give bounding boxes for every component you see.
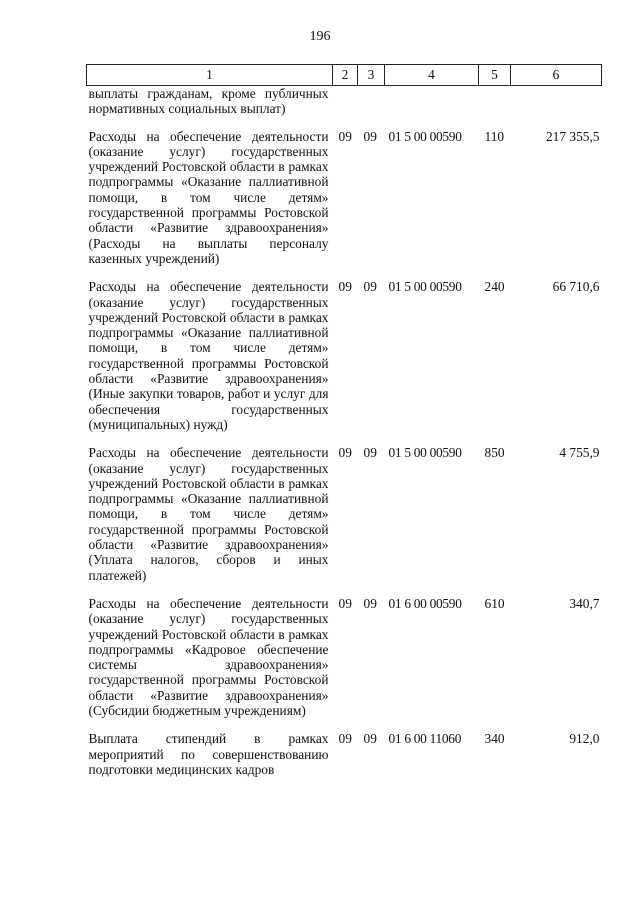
row-target-article-code: 01 5 00 00590 <box>388 128 462 144</box>
page-number: 196 <box>309 29 331 44</box>
row-subsection-code: 09 <box>363 128 377 144</box>
row-amount: 66 710,6 <box>552 279 600 295</box>
row-description: Расходы на обеспечение деятельности (оказание услуг) государственных учреждений Ростовской области в рамках подпрограммы «Оказание паллиативной помощи, в том числе детям» государственной программы Ростовской области «Развитие здравоохранения» (Иные закупки товаров, работ и услуг для обеспечения государственных (муниципальных) нужд) <box>88 279 329 432</box>
row-section-code: 09 <box>338 445 352 461</box>
table-row <box>87 731 602 790</box>
row-subsection-code: 09 <box>363 445 377 461</box>
row-description: Расходы на обеспечение деятельности (оказание услуг) государственных учреждений Ростовской области в рамках подпрограммы «Оказание паллиативной помощи, в том числе детям» государственной программы Ростовской области «Развитие здравоохранения» (Расходы на выплаты персоналу казенных учреждений) <box>88 128 329 266</box>
column-number-header-row <box>87 65 602 86</box>
row-description: Расходы на обеспечение деятельности (оказание услуг) государственных учреждений Ростовской области в рамках подпрограммы «Оказание паллиативной помощи, в том числе детям» государственной программы Ростовской области «Развитие здравоохранения» (Уплата налогов, сборов и иных платежей) <box>88 445 329 583</box>
row-target-article-code: 01 6 00 00590 <box>388 595 462 611</box>
row-target-article-code: 01 5 00 00590 <box>388 279 462 295</box>
row-description: Выплата стипендий в рамках мероприятий по совершенствованию подготовки медицинских кадров <box>88 731 329 777</box>
column-header-3: 3 <box>358 65 385 86</box>
row-expense-type-code: 110 <box>484 128 505 144</box>
row-section-code: 09 <box>338 731 352 747</box>
continuation-description: выплаты гражданам, кроме публичных нормативных социальных выплат) <box>88 86 329 117</box>
row-description: Расходы на обеспечение деятельности (оказание услуг) государственных учреждений Ростовской области в рамках подпрограммы «Кадровое обеспечение системы здравоохранения» государственной программы Ростовской области «Развитие здравоохранения» (Субсидии бюджетным учреждениям) <box>88 595 329 718</box>
row-subsection-code: 09 <box>363 279 377 295</box>
row-section-code: 09 <box>338 595 352 611</box>
row-amount: 912,0 <box>569 731 600 747</box>
row-section-code: 09 <box>338 128 352 144</box>
table-row <box>87 129 602 280</box>
row-amount: 217 355,5 <box>545 128 600 144</box>
table-row <box>87 279 602 445</box>
column-header-5: 5 <box>479 65 511 86</box>
budget-table <box>86 64 602 790</box>
column-header-6: 6 <box>511 65 602 86</box>
column-header-2: 2 <box>333 65 358 86</box>
row-expense-type-code: 240 <box>484 279 505 295</box>
column-header-1: 1 <box>87 65 333 86</box>
row-subsection-code: 09 <box>363 595 377 611</box>
row-section-code: 09 <box>338 279 352 295</box>
row-expense-type-code: 850 <box>484 445 505 461</box>
row-amount: 340,7 <box>569 595 600 611</box>
row-subsection-code: 09 <box>363 731 377 747</box>
row-amount: 4 755,9 <box>559 445 600 461</box>
continuation-row <box>87 86 602 129</box>
table-row <box>87 445 602 596</box>
column-header-4: 4 <box>385 65 479 86</box>
table-row <box>87 596 602 731</box>
row-expense-type-code: 610 <box>484 595 505 611</box>
row-target-article-code: 01 5 00 00590 <box>388 445 462 461</box>
row-target-article-code: 01 6 00 11060 <box>388 731 462 747</box>
row-expense-type-code: 340 <box>484 731 505 747</box>
